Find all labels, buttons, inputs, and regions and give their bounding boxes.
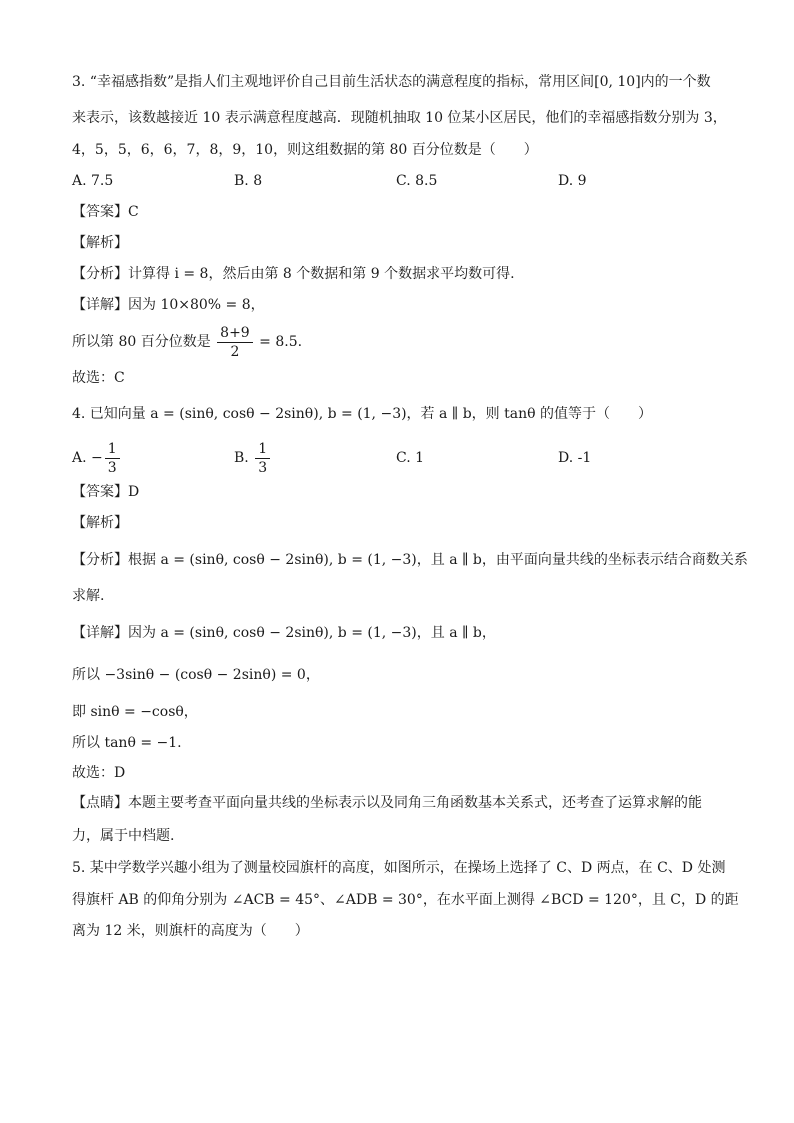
q4-option-a-denominator: 3 — [107, 459, 117, 476]
q4-option-b-numerator: 1 — [255, 440, 270, 459]
q4-option-a-prefix: A. − — [72, 450, 103, 466]
q3-fraction-numerator: 8+9 — [217, 324, 253, 343]
q3-option-d: D. 9 — [558, 173, 587, 189]
q5-line2: 得旗杆 AB 的仰角分别为 ∠ACB = 45°、∠ADB = 30°，在水平面上测得 ∠BCD = 120°，且 C，D 的距 — [72, 892, 739, 908]
q4-detail3: 即 sinθ = −cosθ， — [72, 704, 198, 720]
q3-answer: 【答案】C — [72, 204, 139, 220]
q4-option-a-fraction — [105, 440, 120, 477]
q3-analysis-header: 【解析】 — [72, 235, 128, 251]
q3-option-a: A. 7.5 — [72, 173, 114, 189]
q3-fraction-denominator: 2 — [230, 343, 240, 360]
q4-dianjing-line1: 【点睛】本题主要考查平面向量共线的坐标表示以及同角三角函数基本关系式，还考查了运算求解的能 — [72, 795, 702, 811]
q4-option-b-fraction — [255, 440, 270, 477]
q4-option-c: C. 1 — [396, 450, 425, 466]
q4-stem: 4. 已知向量 a = (sinθ, cosθ − 2sinθ), b = (1, −3)，若 a ∥ b，则 tanθ 的值等于（ ） — [72, 406, 653, 422]
q3-option-b: B. 8 — [234, 173, 263, 189]
q3-stem-line3: 4，5，5，6，6，7，8，9，10，则这组数据的第 80 百分位数是（ ） — [72, 142, 538, 158]
q4-detail1: 【详解】因为 a = (sinθ, cosθ − 2sinθ), b = (1, −3)，且 a ∥ b， — [72, 625, 496, 641]
q4-option-a — [72, 438, 122, 478]
q4-fenxi-line2: 求解. — [72, 588, 105, 604]
q3-stem-line2: 来表示，该数越接近 10 表示满意程度越高．现随机抽取 10 位某小区居民，他们的幸福感指数分别为 3， — [72, 110, 727, 126]
q3-fraction — [217, 324, 253, 361]
q3-detail2-prefix: 所以第 80 百分位数是 — [72, 334, 211, 350]
q4-detail4: 所以 tanθ = −1. — [72, 735, 182, 751]
q3-stem-line1: 3. “幸福感指数”是指人们主观地评价自己目前生活状态的满意程度的指标，常用区间[0, 10]内的一个数 — [72, 74, 711, 90]
q5-line3: 离为 12 米，则旗杆的高度为（ ） — [72, 923, 309, 939]
q4-detail2: 所以 −3sinθ − (cosθ − 2sinθ) = 0， — [72, 667, 320, 683]
q4-option-b-denominator: 3 — [258, 459, 268, 476]
q3-detail2 — [72, 322, 302, 362]
q3-option-c: C. 8.5 — [396, 173, 438, 189]
q4-answer: 【答案】D — [72, 484, 140, 500]
q4-dianjing-line2: 力，属于中档题. — [72, 828, 175, 844]
q3-detail2-suffix: = 8.5. — [259, 334, 303, 350]
q5-line1: 5. 某中学数学兴趣小组为了测量校园旗杆的高度，如图所示，在操场上选择了 C、D 两点，在 C、D 处测 — [72, 860, 726, 876]
q3-choose: 故选：C — [72, 370, 125, 386]
q4-analysis-header: 【解析】 — [72, 515, 128, 531]
q4-option-a-numerator: 1 — [105, 440, 120, 459]
q4-choose: 故选：D — [72, 765, 126, 781]
q4-fenxi-line1: 【分析】根据 a = (sinθ, cosθ − 2sinθ), b = (1, −3)，且 a ∥ b，由平面向量共线的坐标表示结合商数关系 — [72, 552, 748, 568]
q3-fenxi: 【分析】计算得 i = 8，然后由第 8 个数据和第 9 个数据求平均数可得. — [72, 266, 515, 282]
q4-option-d: D. -1 — [558, 450, 592, 466]
q4-option-b — [234, 438, 272, 478]
q3-detail1: 【详解】因为 10×80% = 8， — [72, 297, 265, 313]
q4-option-b-prefix: B. — [234, 450, 249, 466]
